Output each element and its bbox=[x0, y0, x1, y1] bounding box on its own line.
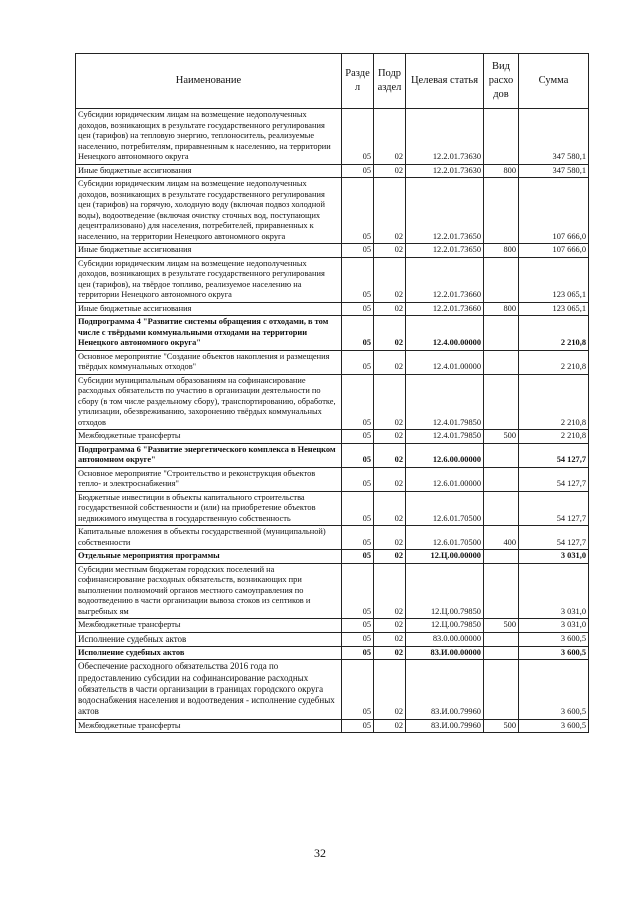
cell-vid: 500 bbox=[484, 619, 519, 633]
cell-vid bbox=[484, 467, 519, 491]
cell-celevaya: 12.2.01.73630 bbox=[406, 109, 484, 165]
cell-podrazdel: 02 bbox=[374, 491, 406, 526]
cell-summa: 107 666,0 bbox=[519, 178, 589, 244]
cell-podrazdel: 02 bbox=[374, 302, 406, 316]
cell-vid: 800 bbox=[484, 244, 519, 258]
cell-summa: 54 127,7 bbox=[519, 491, 589, 526]
cell-razdel: 05 bbox=[342, 244, 374, 258]
table-row bbox=[76, 374, 589, 430]
cell-summa: 2 210,8 bbox=[519, 430, 589, 444]
cell-summa: 3 600,5 bbox=[519, 646, 589, 660]
cell-summa: 54 127,7 bbox=[519, 443, 589, 467]
table-row bbox=[76, 491, 589, 526]
cell-celevaya: 12.2.01.73650 bbox=[406, 178, 484, 244]
cell-podrazdel: 02 bbox=[374, 563, 406, 619]
cell-summa: 123 065,1 bbox=[519, 257, 589, 302]
cell-name: Капитальные вложения в объекты государственной (муниципальной) собственности bbox=[76, 526, 342, 550]
cell-vid bbox=[484, 257, 519, 302]
cell-summa: 107 666,0 bbox=[519, 244, 589, 258]
cell-podrazdel: 02 bbox=[374, 619, 406, 633]
table-row bbox=[76, 660, 589, 719]
cell-name: Иные бюджетные ассигнования bbox=[76, 302, 342, 316]
table-row bbox=[76, 563, 589, 619]
cell-podrazdel: 02 bbox=[374, 646, 406, 660]
budget-table bbox=[75, 53, 589, 733]
cell-name: Обеспечение расходного обязательства 2016 года по предоставлению субсидии на софинансирование расходных обязательств в части организации в границах городского округа водоснабжения населения и водоотведения - исполнение судебных актов bbox=[76, 660, 342, 719]
cell-summa: 3 031,0 bbox=[519, 550, 589, 564]
cell-podrazdel: 02 bbox=[374, 178, 406, 244]
cell-name: Межбюджетные трансферты bbox=[76, 719, 342, 733]
cell-celevaya: 12.Ц.00.00000 bbox=[406, 550, 484, 564]
header-razdel: Разде л bbox=[342, 54, 374, 109]
cell-celevaya: 12.6.01.00000 bbox=[406, 467, 484, 491]
cell-celevaya: 83.И.00.00000 bbox=[406, 646, 484, 660]
cell-name: Субсидии юридическим лицам на возмещение недополученных доходов, возникающих в результате государственного регулирования цен (тарифов) на тепловую энергию, теплоноситель, реализуемые населению, потребителям, приравненным к населению, на территории Ненецкого автономного округа bbox=[76, 109, 342, 165]
cell-razdel: 05 bbox=[342, 660, 374, 719]
cell-name: Субсидии местным бюджетам городских поселений на софинансирование расходных обязательств, возникающих при выполнении полномочий органов местного самоуправления по водоотведению в части организации вывоза стоков из септиков и выгребных ям bbox=[76, 563, 342, 619]
cell-summa: 2 210,8 bbox=[519, 374, 589, 430]
cell-celevaya: 83.0.00.00000 bbox=[406, 632, 484, 646]
cell-podrazdel: 02 bbox=[374, 467, 406, 491]
cell-name: Иные бюджетные ассигнования bbox=[76, 164, 342, 178]
cell-podrazdel: 02 bbox=[374, 430, 406, 444]
cell-razdel: 05 bbox=[342, 430, 374, 444]
table-row bbox=[76, 164, 589, 178]
cell-celevaya: 12.6.01.70500 bbox=[406, 491, 484, 526]
cell-razdel: 05 bbox=[342, 178, 374, 244]
cell-razdel: 05 bbox=[342, 164, 374, 178]
cell-razdel: 05 bbox=[342, 491, 374, 526]
cell-name: Исполнение судебных актов bbox=[76, 632, 342, 646]
cell-name: Исполнение судебных актов bbox=[76, 646, 342, 660]
table-row bbox=[76, 316, 589, 351]
cell-celevaya: 12.2.01.73650 bbox=[406, 244, 484, 258]
cell-podrazdel: 02 bbox=[374, 550, 406, 564]
table-row bbox=[76, 526, 589, 550]
cell-podrazdel: 02 bbox=[374, 526, 406, 550]
cell-summa: 54 127,7 bbox=[519, 467, 589, 491]
cell-celevaya: 12.2.01.73660 bbox=[406, 302, 484, 316]
cell-vid bbox=[484, 109, 519, 165]
table-row bbox=[76, 719, 589, 733]
cell-podrazdel: 02 bbox=[374, 316, 406, 351]
cell-name: Иные бюджетные ассигнования bbox=[76, 244, 342, 258]
cell-celevaya: 83.И.00.79960 bbox=[406, 660, 484, 719]
table-row bbox=[76, 646, 589, 660]
cell-razdel: 05 bbox=[342, 467, 374, 491]
cell-summa: 3 031,0 bbox=[519, 619, 589, 633]
cell-razdel: 05 bbox=[342, 632, 374, 646]
table-row bbox=[76, 550, 589, 564]
cell-vid: 500 bbox=[484, 430, 519, 444]
cell-summa: 3 600,5 bbox=[519, 632, 589, 646]
cell-vid: 500 bbox=[484, 719, 519, 733]
table-row bbox=[76, 632, 589, 646]
cell-name: Отдельные мероприятия программы bbox=[76, 550, 342, 564]
table-row bbox=[76, 302, 589, 316]
cell-vid: 800 bbox=[484, 164, 519, 178]
cell-razdel: 05 bbox=[342, 374, 374, 430]
header-celevaya: Целевая статья bbox=[406, 54, 484, 109]
cell-vid bbox=[484, 491, 519, 526]
table-row bbox=[76, 109, 589, 165]
header-summa: Сумма bbox=[519, 54, 589, 109]
cell-summa: 3 600,5 bbox=[519, 660, 589, 719]
cell-razdel: 05 bbox=[342, 719, 374, 733]
cell-razdel: 05 bbox=[342, 619, 374, 633]
cell-razdel: 05 bbox=[342, 316, 374, 351]
cell-podrazdel: 02 bbox=[374, 719, 406, 733]
cell-razdel: 05 bbox=[342, 109, 374, 165]
cell-vid bbox=[484, 443, 519, 467]
cell-celevaya: 12.4.01.00000 bbox=[406, 350, 484, 374]
cell-celevaya: 12.6.00.00000 bbox=[406, 443, 484, 467]
cell-summa: 3 600,5 bbox=[519, 719, 589, 733]
cell-name: Субсидии юридическим лицам на возмещение недополученных доходов, возникающих в результате государственного регулирования цен (тарифов), на твёрдое топливо, реализуемое населению на территории Ненецкого автономного округа bbox=[76, 257, 342, 302]
cell-podrazdel: 02 bbox=[374, 257, 406, 302]
cell-summa: 3 031,0 bbox=[519, 563, 589, 619]
cell-podrazdel: 02 bbox=[374, 443, 406, 467]
table-row bbox=[76, 430, 589, 444]
table-row bbox=[76, 178, 589, 244]
cell-summa: 123 065,1 bbox=[519, 302, 589, 316]
cell-name: Субсидии юридическим лицам на возмещение недополученных доходов, возникающих в результате государственного регулирования цен (тарифов) на горячую, холодную воду (включая подвоз холодной воды), водоотведение (включая очистку сточных вод, поступающих децентрализовано) для населения, потребителей, приравненных к населению, на территории Ненецкого автономного округа bbox=[76, 178, 342, 244]
cell-razdel: 05 bbox=[342, 257, 374, 302]
table-row bbox=[76, 244, 589, 258]
cell-podrazdel: 02 bbox=[374, 374, 406, 430]
table-header-row bbox=[76, 54, 589, 109]
table-row bbox=[76, 350, 589, 374]
cell-vid bbox=[484, 316, 519, 351]
cell-podrazdel: 02 bbox=[374, 164, 406, 178]
cell-celevaya: 12.4.01.79850 bbox=[406, 374, 484, 430]
cell-vid: 800 bbox=[484, 302, 519, 316]
cell-name: Основное мероприятие "Строительство и реконструкция объектов тепло- и электроснабжения" bbox=[76, 467, 342, 491]
cell-summa: 2 210,8 bbox=[519, 316, 589, 351]
cell-podrazdel: 02 bbox=[374, 632, 406, 646]
header-podrazdel: Подр аздел bbox=[374, 54, 406, 109]
cell-celevaya: 12.2.01.73660 bbox=[406, 257, 484, 302]
cell-summa: 2 210,8 bbox=[519, 350, 589, 374]
cell-podrazdel: 02 bbox=[374, 660, 406, 719]
cell-podrazdel: 02 bbox=[374, 244, 406, 258]
cell-razdel: 05 bbox=[342, 646, 374, 660]
cell-name: Межбюджетные трансферты bbox=[76, 430, 342, 444]
cell-vid bbox=[484, 178, 519, 244]
cell-summa: 54 127,7 bbox=[519, 526, 589, 550]
cell-celevaya: 12.4.01.79850 bbox=[406, 430, 484, 444]
cell-name: Подпрограмма 6 "Развитие энергетического комплекса в Ненецком автономном округе" bbox=[76, 443, 342, 467]
cell-vid bbox=[484, 350, 519, 374]
cell-celevaya: 12.2.01.73630 bbox=[406, 164, 484, 178]
cell-name: Межбюджетные трансферты bbox=[76, 619, 342, 633]
cell-name: Подпрограмма 4 "Развитие системы обращения с отходами, в том числе с твёрдыми коммунальными отходами на территории Ненецкого автономного округа" bbox=[76, 316, 342, 351]
cell-vid: 400 bbox=[484, 526, 519, 550]
header-name: Наименование bbox=[76, 54, 342, 109]
cell-vid bbox=[484, 563, 519, 619]
cell-celevaya: 12.4.00.00000 bbox=[406, 316, 484, 351]
cell-vid bbox=[484, 646, 519, 660]
cell-podrazdel: 02 bbox=[374, 350, 406, 374]
cell-celevaya: 12.Ц.00.79850 bbox=[406, 619, 484, 633]
table-row bbox=[76, 467, 589, 491]
cell-vid bbox=[484, 632, 519, 646]
cell-vid bbox=[484, 550, 519, 564]
table-row bbox=[76, 619, 589, 633]
header-vid: Вид расхо дов bbox=[484, 54, 519, 109]
cell-celevaya: 12.6.01.70500 bbox=[406, 526, 484, 550]
cell-vid bbox=[484, 660, 519, 719]
cell-celevaya: 12.Ц.00.79850 bbox=[406, 563, 484, 619]
cell-razdel: 05 bbox=[342, 350, 374, 374]
cell-razdel: 05 bbox=[342, 443, 374, 467]
table-row bbox=[76, 257, 589, 302]
cell-podrazdel: 02 bbox=[374, 109, 406, 165]
page-number: 32 bbox=[314, 846, 326, 860]
cell-vid bbox=[484, 374, 519, 430]
cell-summa: 347 580,1 bbox=[519, 109, 589, 165]
cell-razdel: 05 bbox=[342, 563, 374, 619]
cell-name: Основное мероприятие "Создание объектов накопления и размещения твёрдых коммунальных отходов" bbox=[76, 350, 342, 374]
table-row bbox=[76, 443, 589, 467]
cell-name: Субсидии муниципальным образованиям на софинансирование расходных обязательств по участию в организации деятельности по сбору (в том числе раздельному сбору), транспортированию, обработке, утилизации, обезвреживанию, захоронению твёрдых коммунальных отходов bbox=[76, 374, 342, 430]
cell-razdel: 05 bbox=[342, 302, 374, 316]
cell-razdel: 05 bbox=[342, 526, 374, 550]
cell-name: Бюджетные инвестиции в объекты капитального строительства государственной собственности и (или) на приобретение объектов недвижимого имущества в государственную собственность bbox=[76, 491, 342, 526]
cell-summa: 347 580,1 bbox=[519, 164, 589, 178]
cell-razdel: 05 bbox=[342, 550, 374, 564]
cell-celevaya: 83.И.00.79960 bbox=[406, 719, 484, 733]
